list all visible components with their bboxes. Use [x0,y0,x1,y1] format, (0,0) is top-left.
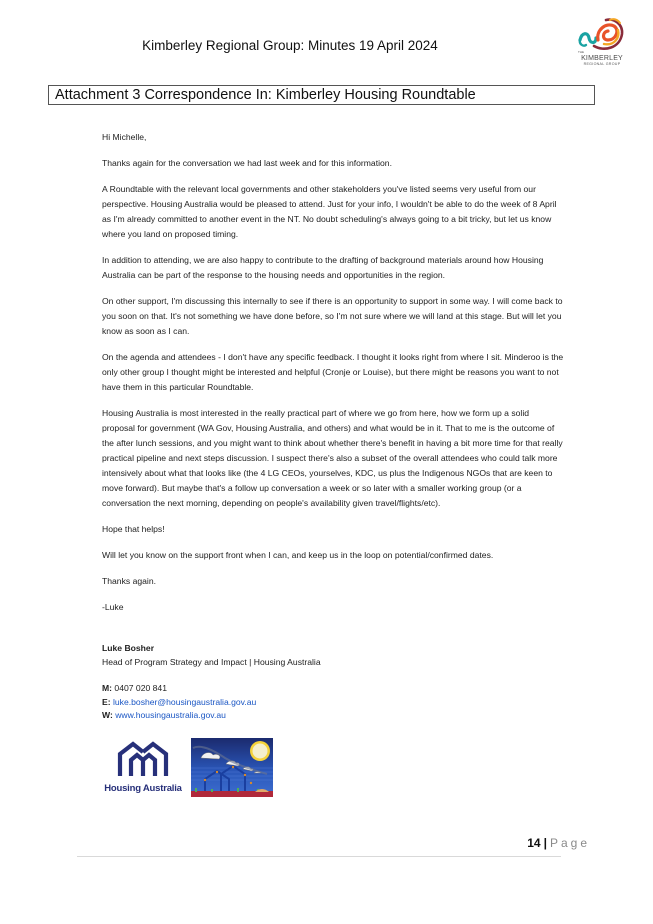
indigenous-artwork-houses-moon-image [191,738,273,797]
signature-mobile-row [102,682,502,696]
mobile-number: 0407 020 841 [114,683,167,693]
web-label: W: [102,710,113,720]
page-separator: | [543,836,547,850]
letter-paragraph: Housing Australia is most interested in the really practical part of where we go from here, how we form up a solid proposal for government (WA Gov, Housing Australia, and others) and what would be in it. That to me is the outcome of the after lunch sessions, and you might want to think about whether there's benefit in having a bit more time for that really practical pipeline and next steps discussion. I suspect there's also a subset of the overall attendees who could talk more intensively about what that looks like (the 4 LG CEOs, yourselves, KDC, us plus the Indigenous NGOs that are keen to move forward). But maybe that's a follow up conversation a week or so later with a smaller working group (or a conversation the next morning, depending on people's availability given travel/flights/etc). [102,408,563,508]
kimberley-swirl-icon [574,14,630,54]
page-number-footer [527,836,590,850]
email-signature [102,642,502,723]
attachment-heading: Attachment 3 Correspondence In: Kimberley Housing Roundtable [48,85,595,105]
footer-divider [77,856,561,857]
mobile-label: M: [102,683,113,693]
letter-paragraph: On other support, I'm discussing this internally to see if there is an opportunity to support in some way. I will come back to you soon on that. It's not something we have done before, so I'm not sure where we will land at this stage. But will let you know as soon as I can. [102,296,563,336]
letter-paragraph: Thanks again for the conversation we had last week and for this information. [102,158,392,168]
website-link[interactable]: www.housingaustralia.gov.au [115,710,226,720]
letter-greeting: Hi Michelle, [102,132,147,142]
logo-text-the: THE [578,50,584,54]
email-link[interactable]: luke.bosher@housingaustralia.gov.au [112,696,257,707]
artwork-image-icon [191,738,273,797]
letter-paragraph: A Roundtable with the relevant local governments and other stakeholders you've listed seems very useful from our perspective. Housing Australia would be pleased to attend. Just for your info, I wouldn't be able to do the week of 8 April as I'm already committed to another event in the NT. No doubt scheduling's always going to a bit tricky, but let us know where you land on proposed timing. [102,184,557,239]
housing-australia-house-icon [102,740,184,780]
signature-email-row [102,696,502,710]
letter-paragraph: On the agenda and attendees - I don't have any specific feedback. I thought it looks right from where I sit. Minderoo is the only other group I thought might be interested and helpful (Cronje or Louise), but there might be reasons you want to not have them in this particular Roundtable. [102,352,564,392]
email-label: E: [102,696,111,707]
letter-paragraph: Thanks again. [102,576,156,586]
signature-name: Luke Bosher [102,643,155,653]
signature-title: Head of Program Strategy and Impact | Housing Australia [102,656,321,667]
signature-contacts [102,682,502,723]
page-number: 14 [527,836,541,850]
letter-paragraph: Will let you know on the support front when I can, and keep us in the loop on potential/confirmed dates. [102,550,494,560]
housing-australia-logo [102,740,184,798]
letter-paragraph: In addition to attending, we are also happy to contribute to the drafting of background materials around how Housing Australia can be part of the response to the housing needs and opportunities in the region. [102,255,544,280]
letter-signoff: -Luke [102,602,124,612]
kimberley-regional-group-logo [574,14,630,76]
logo-text-kimberley: KIMBERLEY [581,55,623,62]
signature-web-row [102,709,502,723]
letter-paragraph: Hope that helps! [102,524,165,534]
document-header-title: Kimberley Regional Group: Minutes 19 April 2024 [142,38,438,53]
page-word: Page [549,836,590,850]
housing-australia-wordmark: Housing Australia [104,783,182,794]
logo-text-regional-group: REGIONAL GROUP [583,62,621,66]
email-body [102,130,564,626]
